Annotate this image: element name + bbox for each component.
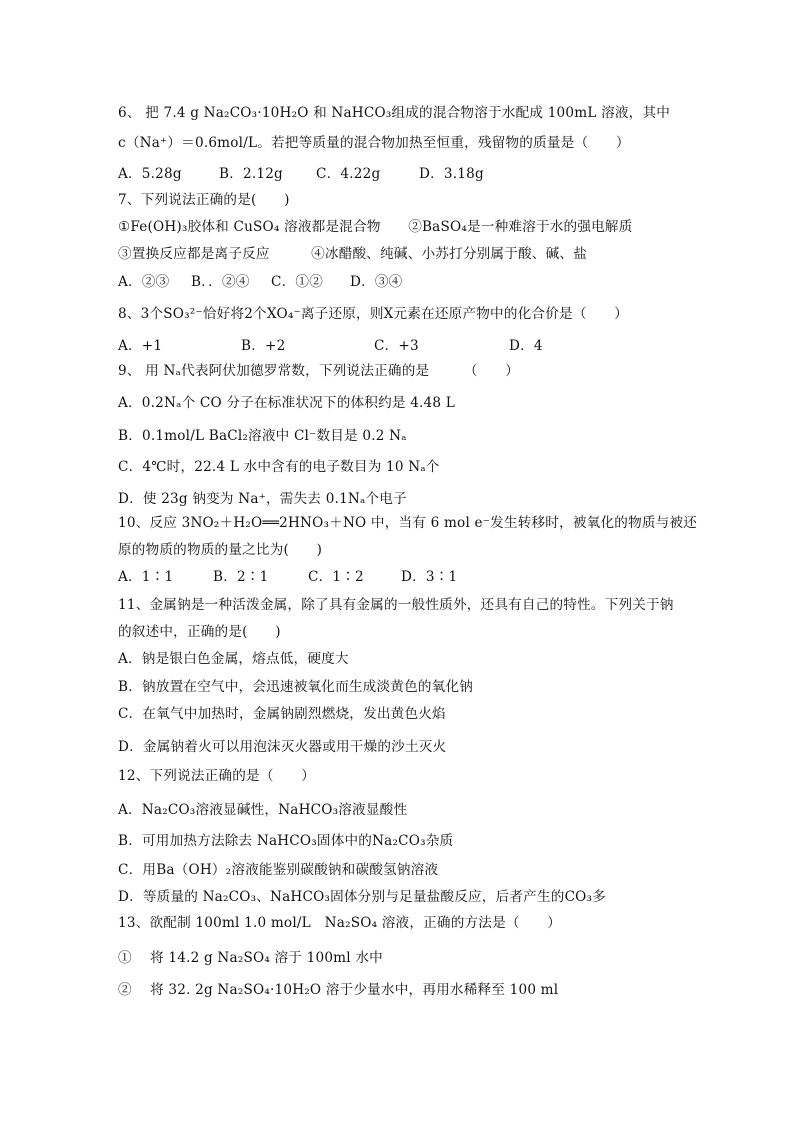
question-number: 11 — [118, 597, 136, 613]
q6-option-a[interactable]: A．5.28g — [118, 166, 182, 182]
q7-statement-line-2: ③置换反应都是离子反应 ④冰醋酸、纯碱、小苏打分别属于酸、碱、盐 — [118, 246, 587, 262]
question-number: 8 — [118, 306, 127, 322]
q7-option-c[interactable]: C．①② — [271, 274, 323, 290]
q11-stem-line-1: 11、金属钠是一种活泼金属，除了具有金属的一般性质外，还具有自己的特性。下列关于钠 — [118, 597, 674, 613]
question-number: 7 — [118, 192, 127, 208]
q9-option-a[interactable]: A．0.2Nₐ个 CO 分子在标准状况下的体积约是 4.48 L — [118, 395, 456, 411]
q10-option-d[interactable]: D．3∶1 — [401, 569, 458, 585]
q8-option-d[interactable]: D．4 — [509, 338, 543, 354]
q11-stem-line-2: 的叙述中，正确的是( ) — [118, 624, 281, 640]
q12-option-c[interactable]: C．用Ba（OH）₂溶液能鉴别碳酸钠和碳酸氢钠溶液 — [118, 862, 439, 878]
q7-option-d[interactable]: D．③④ — [350, 274, 403, 290]
question-number: 6 — [118, 105, 127, 121]
q12-option-d[interactable]: D．等质量的 Na₂CO₃、NaHCO₃固体分别与足量盐酸反应，后者产生的CO₃多 — [118, 889, 606, 905]
q10-option-b[interactable]: B．2∶1 — [213, 569, 269, 585]
q6-stem-line-2: c（Na⁺）＝0.6mol/L。若把等质量的混合物加热至恒重，残留物的质量是（ ） — [118, 135, 630, 151]
q9-option-c[interactable]: C．4℃时，22.4 L 水中含有的电子数目为 10 Nₐ个 — [118, 459, 440, 475]
q7-stem: 7、下列说法正确的是( ) — [118, 192, 290, 208]
q10-option-c[interactable]: C．1∶2 — [308, 569, 364, 585]
question-number: 9 — [118, 363, 127, 379]
q9-option-d[interactable]: D．使 23g 钠变为 Na⁺，需失去 0.1Nₐ个电子 — [118, 491, 407, 507]
q8-option-b[interactable]: B．+2 — [241, 338, 286, 354]
q6-stem-line-1: 6、 把 7.4 g Na₂CO₃·10H₂O 和 NaHCO₃组成的混合物溶于水配成 100mL 溶液，其中 — [118, 105, 671, 121]
q9-option-b[interactable]: B．0.1mol/L BaCl₂溶液中 Cl⁻数目是 0.2 Nₐ — [118, 428, 407, 444]
q10-option-a[interactable]: A．1∶1 — [118, 569, 174, 585]
question-number: 13 — [118, 915, 136, 931]
q6-options — [118, 165, 484, 183]
q9-stem: 9、 用 Nₐ代表阿伏加德罗常数，下列说法正确的是 （ ） — [118, 363, 520, 379]
q10-stem-line-1: 10、反应 3NO₂＋H₂O══2HNO₃＋NO 中，当有 6 mol e⁻发生转移时，被氧化的物质与被还 — [118, 515, 698, 531]
q7-options — [118, 273, 402, 291]
q7-option-b[interactable]: B．．②④ — [191, 274, 250, 290]
q13-stem: 13、欲配制 100ml 1.0 mol/L Na₂SO₄ 溶液，正确的方法是（ ） — [118, 915, 562, 931]
q13-statement-2: ② 将 32. 2g Na₂SO₄·10H₂O 溶于少量水中，再用水稀释至 100 ml — [118, 982, 559, 998]
q8-option-c[interactable]: C．+3 — [374, 338, 419, 354]
q11-option-a[interactable]: A．钠是银白色金属，熔点低，硬度大 — [118, 651, 349, 667]
q8-options — [118, 337, 543, 355]
q10-options — [118, 568, 457, 586]
q6-option-d[interactable]: D．3.18g — [419, 166, 484, 182]
question-number: 12 — [118, 768, 136, 784]
question-number: 10 — [118, 515, 136, 531]
q11-option-b[interactable]: B．钠放置在空气中，会迅速被氧化而生成淡黄色的氧化钠 — [118, 679, 474, 695]
q8-stem: 8、3个SO₃²⁻恰好将2个XO₄⁻离子还原，则X元素在还原产物中的化合价是（ ） — [118, 306, 628, 322]
q7-statement-line-1: ①Fe(OH)₃胶体和 CuSO₄ 溶液都是混合物 ②BaSO₄是一种难溶于水的强电解质 — [118, 219, 633, 235]
q11-option-d[interactable]: D．金属钠着火可以用泡沫灭火器或用干燥的沙土灭火 — [118, 739, 447, 755]
q6-option-b[interactable]: B．2.12g — [219, 166, 283, 182]
q10-stem-line-2: 原的物质的物质的量之比为( ) — [118, 542, 323, 558]
q6-option-c[interactable]: C．4.22g — [316, 166, 381, 182]
q12-option-a[interactable]: A．Na₂CO₃溶液显碱性，NaHCO₃溶液显酸性 — [118, 802, 408, 818]
q8-option-a[interactable]: A．+1 — [118, 338, 163, 354]
q13-statement-1: ① 将 14.2 g Na₂SO₄ 溶于 100ml 水中 — [118, 950, 383, 966]
q11-option-c[interactable]: C．在氧气中加热时，金属钠剧烈燃烧，发出黄色火焰 — [118, 706, 446, 722]
q7-option-a[interactable]: A．②③ — [118, 274, 170, 290]
q12-option-b[interactable]: B．可用加热方法除去 NaHCO₃固体中的Na₂CO₃杂质 — [118, 833, 454, 849]
q12-stem: 12、下列说法正确的是（ ） — [118, 768, 316, 784]
